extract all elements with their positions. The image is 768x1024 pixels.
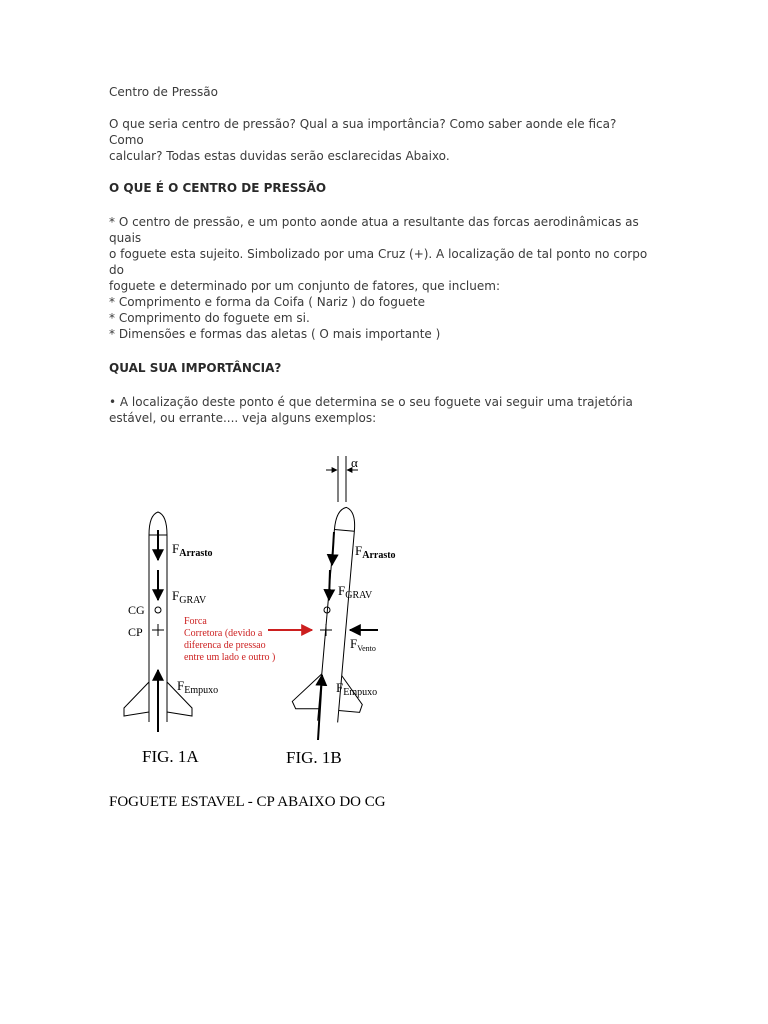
document-body <box>109 84 649 426</box>
fig-1a-label: FIG. 1A <box>142 747 199 766</box>
intro-paragraph: O que seria centro de pressão? Qual a sua importância? Como saber aonde ele fica? Como calcular? Todas estas duvidas serão esclarecidas Abaixo. <box>109 117 617 163</box>
cg-marker-1a <box>155 607 161 613</box>
cp-label-1a: CP <box>128 625 143 639</box>
forces-fig-1b <box>318 532 378 740</box>
arrow-grav-1b <box>329 570 330 600</box>
rocket-stability-diagram <box>100 450 480 820</box>
section1-body: * O centro de pressão, e um ponto aonde atua a resultante das forcas aerodinâmicas as quais o foguete esta sujeito. Simbolizado por uma Cruz (+). A localização de tal ponto no corpo do foguete e determinado por um conjunto de fatores, que incluem: * Comprimento e forma da Coifa ( Nariz ) do foguete * Comprimento do foguete em si. * Dimensões e formas das aletas ( O mais importante ) <box>109 215 648 341</box>
svg-text:diferenca de pressao: diferenca de pressao <box>184 640 266 651</box>
labels-fig-1b <box>286 543 396 767</box>
svg-text:FEmpuxo: $F_{Empuxo}$ <box>336 680 378 698</box>
section2-body: • A localização deste ponto é que determina se o seu foguete vai seguir uma trajetória estável, ou errante.... veja alguns exemplos: <box>109 395 633 425</box>
fig-1b-label: FIG. 1B <box>286 748 342 767</box>
svg-text:FGRAV: $F_{GRAV}$ <box>172 588 207 606</box>
alpha-label: α <box>351 455 358 470</box>
document-title: Centro de Pressão <box>109 85 218 99</box>
corrective-force-label <box>184 616 275 663</box>
svg-text:entre um lado e outro ): entre um lado e outro ) <box>184 652 276 663</box>
rocket-1a-left-fin <box>124 682 149 716</box>
section2-heading: QUAL SUA IMPORTÂNCIA? <box>109 361 282 375</box>
svg-text:Corretora (devido a: Corretora (devido a <box>184 628 263 639</box>
svg-text:FGRAV: $F_{GRAV}$ <box>338 583 373 601</box>
figure-caption: FOGUETE ESTAVEL - CP ABAIXO DO CG <box>109 794 386 810</box>
cg-label-1a: CG <box>128 603 145 617</box>
rocket-1b-left-fin <box>292 672 322 711</box>
arrow-arrasto-1b <box>332 532 334 565</box>
rocket-fig-1a <box>124 512 192 732</box>
svg-text:FArrasto: $F_{Arrasto}$ <box>172 541 213 559</box>
svg-text:FEmpuxo: $F_{Empuxo}$ <box>177 678 219 696</box>
svg-text:FVento: $F_{Vento}$ <box>350 636 376 653</box>
section1-heading: O QUE É O CENTRO DE PRESSÃO <box>109 181 327 195</box>
svg-text:FArrasto: $F_{Arrasto}$ <box>355 543 396 561</box>
svg-text:Forca: Forca <box>184 616 207 627</box>
